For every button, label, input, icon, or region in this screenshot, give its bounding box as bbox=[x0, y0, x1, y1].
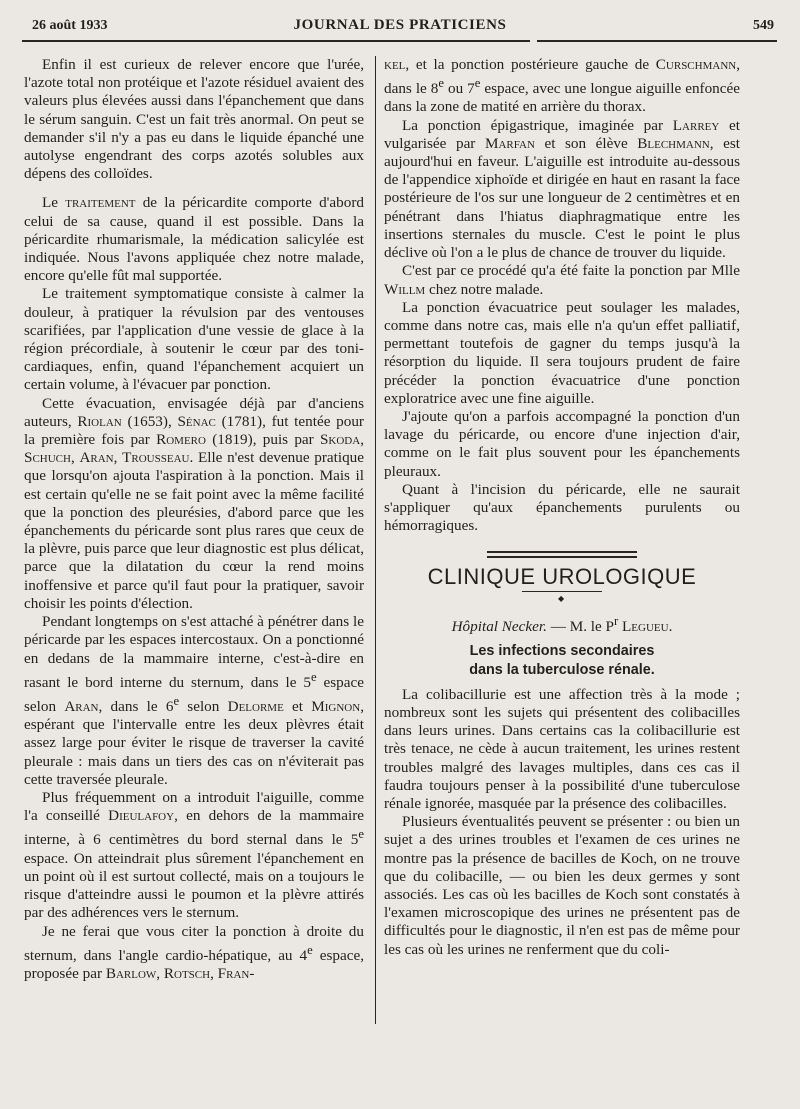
section-separator bbox=[487, 551, 637, 558]
right-column bbox=[384, 56, 740, 959]
paragraph-traitement: Le traitement de la péricardite comporte d'abord celui de sa cause, quand il est possible. Dans la péricardite rhumarismale, la médication salicylée est indiquée. Nous l'avons appliquée chez notre malade, encore qu'elle fût mal supportée. bbox=[24, 194, 364, 285]
left-column bbox=[24, 56, 364, 983]
article-title: Les infections secondaires dans la tuberculose rénale. bbox=[469, 642, 655, 678]
term-traitement: traitement bbox=[65, 194, 136, 212]
paragraph-colibacillurie: La colibacillurie est une affection très à la mode ; nombreux sont les sujets qui présentent des colibacilles dans leurs urines. Dans certains cas la colibacillurie est très tenace, ne cède à aucun traitement, les urines restent troubles malgré des lavages multiples, dans ces cas il faudra toujours penser à la possibilité d'une tuberculose rénale ignorée, masquée par la présence des colibacilles. bbox=[384, 685, 740, 813]
journal-title: JOURNAL DES PRATICIENS bbox=[293, 17, 507, 33]
page-number: 549 bbox=[753, 18, 774, 33]
paragraph-eventualites: Plusieurs éventualités peuvent se présenter : ou bien un sujet a des urines troubles et l'examen de ces urines ne montre pas la présence de bacilles de Koch, on ne trouve que du colibacille, — ou bien les deux germes y sont associés. Les cas où les bacilles de Koch sont constatés à l'examen microscopique des urines ne présentent pas de difficultés pour le diagnostic, il n'en est pas de même pour les cas où les urines ne renferment que du coli- bbox=[384, 813, 740, 958]
title-ornament: ◆ bbox=[522, 591, 602, 602]
section-title: CLINIQUE UROLOGIQUE bbox=[427, 564, 697, 590]
paragraph-evacuatrice: La ponction évacuatrice peut soulager les malades, comme dans notre cas, mais elle n'a qu'un effet palliatif, permettant toutefois de gagner du temps jusqu'à la résorption du liquide. Il sera toujours prudent de faire précéder la ponction évacuatrice d'une ponction exploratrice avec une fine aiguille. bbox=[384, 298, 740, 407]
paragraph-incision: Quant à l'incision du péricarde, elle ne saurait s'appliquer qu'aux épanchements purulents ou hémorragiques. bbox=[384, 480, 740, 535]
paragraph-ponction-droite: Je ne ferai que vous citer la ponction à droite du sternum, dans l'angle cardio-hépatique, au 4e espace, proposée par Barlow, Rotsch, Fran- bbox=[24, 922, 365, 982]
paragraph-epigastrique: La ponction épigastrique, imaginée par Larrey et vulgarisée par Marfan et son élève Blechmann, est aujourd'hui en faveur. L'aiguille est introduite au-dessous de l'appendice xiphoïde et dirigée en haut en rasant la face postérieure de l'os sur une longueur de 2 centimètres et en pénétrant dans l'hiatus diaphragmatique entre les insertions sternales du muscle. C'est le point le plus déclive où l'on a le plus de chance de trouver du liquide. bbox=[384, 116, 740, 262]
paragraph-dieulafoy: Plus fréquemment on a introduit l'aiguille, comme l'a conseillé Dieulafoy, en dehors de la mammaire interne, à 6 centimètres du bord sternal dans le 5e espace. On atteindrait plus sûrement l'épanchement en un point où il est surtout collecté, mais on a toujours le risque d'atteindre aussi le poumon et la plèvre attirés par des adhérences vers le sternum. bbox=[24, 789, 364, 922]
paragraph-willm: C'est par ce procédé qu'a été faite la ponction par Mlle Willm chez notre malade. bbox=[384, 262, 740, 298]
running-header bbox=[26, 14, 774, 36]
paragraph-intercostaux: Pendant longtemps on s'est attaché à pénétrer dans le péricarde par les espaces intercostaux. On a ponctionné en dedans de la mammaire interne, c'est-à-dire en rasant le bord interne du sternum, dans le 5e espace selon Aran, dans le 6e selon Delorme et Mignon, espérant que l'intervalle entre les deux plèvres était assez large pour éviter le risque de traverser la cavité pleurale : mais dans un tiers des cas on n'éviterait pas cette traversée pleurale. bbox=[24, 613, 364, 788]
header-rule-left bbox=[22, 40, 530, 42]
issue-date: 26 août 1933 bbox=[32, 18, 108, 33]
hospital-line: Hôpital Necker. — M. le $P^r$ Legueu. bbox=[451, 613, 673, 635]
author-name: Legueu bbox=[622, 617, 669, 635]
paragraph-continuation: kel, et la ponction postérieure gauche de Curschmann, dans le 8e ou 7e espace, avec une longue aiguille enfoncée dans la zone de matité en arrière du thorax. bbox=[384, 56, 741, 116]
paragraph-symptomatique: Le traitement symptomatique consiste à calmer la douleur, à pratiquer la révulsion par des ventouses scarifiées, par l'application d'une vessie de glace à la région précordiale, à soutenir le cœur par des toni-cardiaques, enfin, quand l'épanchement acquiert un certain volume, à l'évacuer par ponction. bbox=[24, 285, 364, 394]
paragraph-evacuation: Cette évacuation, envisagée déjà par d'anciens auteurs, Riolan (1653), Sénac (1781), fut tentée pour la première fois par Romero (1819), puis par Skoda, Schuch, Aran, Trousseau. Elle n'est devenue pratique que lorsqu'on ajouta l'aspiration à la ponction. Mais il est certain qu'elle ne se fait point avec la même facilité que la ponction des pleurésies, d'abord parce que les épanchements du péricarde sont plus rares que ceux de la plèvre, puis parce que leur diagnostic est plus délicat, parce que la dilatation du cœur la rend moins inoffensive et parce qu'il faut pour la pratiquer, savoir choisir les points d'élection. bbox=[24, 394, 365, 612]
paragraph-lavage: J'ajoute qu'on a parfois accompagné la ponction d'un lavage du péricarde, ou encore d'une injection d'air, comme on le fait plus souvent pour les épanchements pleuraux. bbox=[384, 407, 740, 480]
column-divider bbox=[375, 56, 376, 1024]
paragraph-uree: Enfin il est curieux de relever encore que l'urée, l'azote total non protéique et l'azote résiduel avaient des valeurs plus élevées aussi dans l'épanchement que dans le sérum sanguin. C'est un fait très anormal. On peut se demander s'il n'y a pas eu dans le liquide épanché une autolyse engendrant des corps azotés solubles aux dépens des colloïdes. bbox=[24, 56, 364, 183]
header-rule-right bbox=[537, 40, 777, 42]
